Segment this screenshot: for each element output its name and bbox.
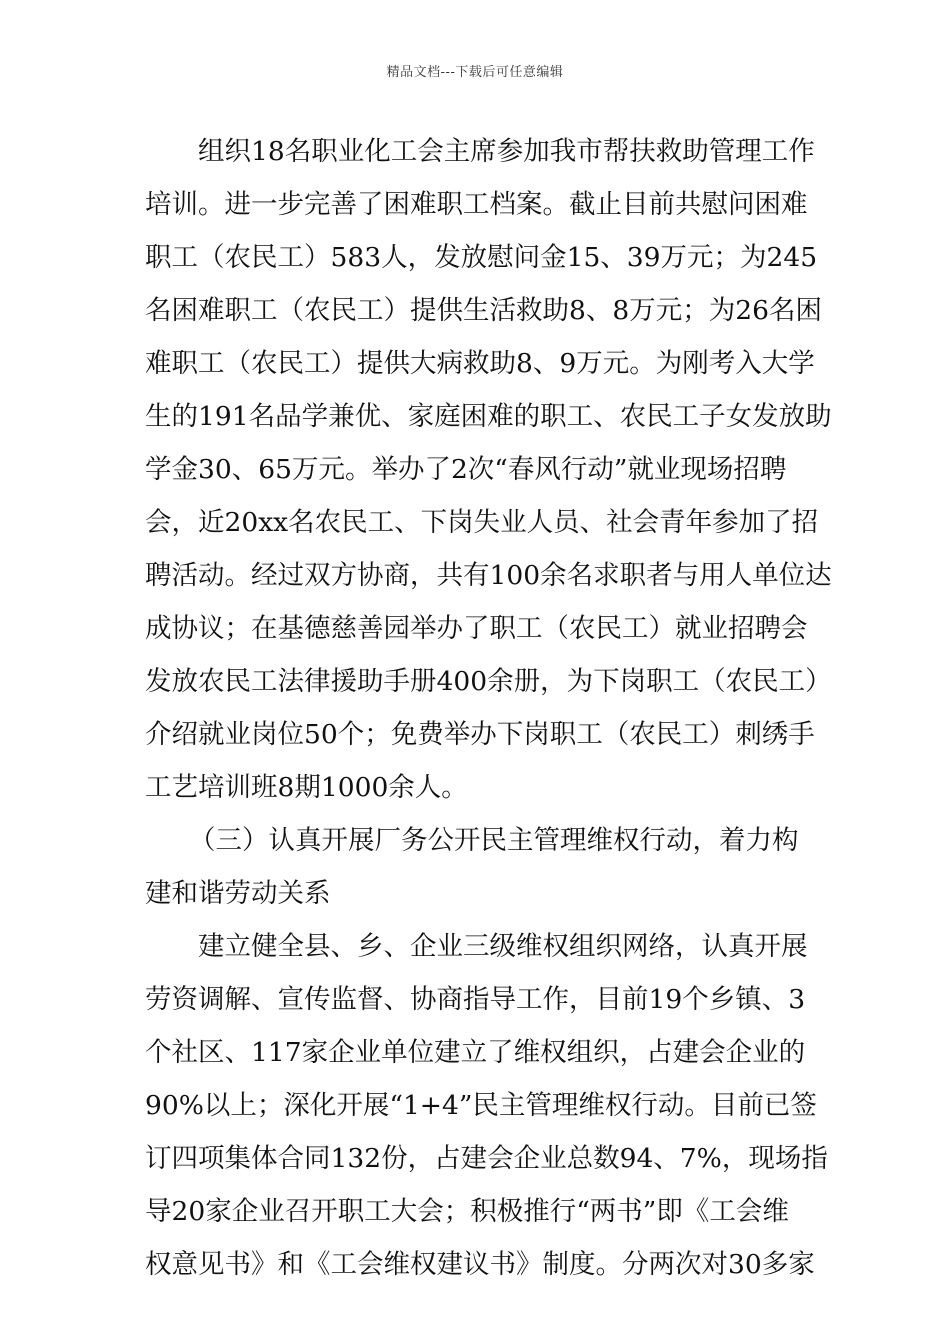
paragraph-line: 学金30、65万元。举办了2次“春风行动”就业现场招聘	[145, 454, 787, 485]
paragraph-line: 建立健全县、乡、企业三级维权组织网络，认真开展	[198, 931, 808, 962]
paragraph-line: 聘活动。经过双方协商，共有100余名求职者与用人单位达	[145, 560, 832, 591]
paragraph-line: 成协议；在基德慈善园举办了职工（农民工）就业招聘会	[145, 613, 808, 644]
paragraph-line: 劳资调解、宣传监督、协商指导工作，目前19个乡镇、3	[145, 984, 806, 1015]
section-heading-line: 建和谐劳动关系	[145, 878, 331, 909]
document-body	[145, 125, 832, 1291]
paragraph-line: 名困难职工（农民工）提供生活救助8、8万元；为26名困	[145, 295, 822, 326]
paragraph-line: 90%以上；深化开展“1+4”民主管理维权行动。目前已签	[145, 1090, 817, 1121]
paragraph-line: 个社区、117家企业单位建立了维权组织，占建会企业的	[145, 1037, 806, 1068]
paragraph-line: 权意见书》和《工会维权建议书》制度。分两次对30多家	[145, 1249, 815, 1280]
section-heading-line: （三）认真开展厂务公开民主管理维权行动，着力构	[189, 825, 799, 856]
paragraph-line: 难职工（农民工）提供大病救助8、9万元。为刚考入大学	[145, 348, 815, 379]
page-header: 精品文档---下载后可任意编辑	[386, 65, 564, 80]
paragraph-line: 介绍就业岗位50个；免费举办下岗职工（农民工）刺绣手	[145, 719, 815, 750]
paragraph-line: 导20家企业召开职工大会；积极推行“两书”即《工会维	[145, 1196, 789, 1227]
paragraph-line: 订四项集体合同132份，占建会企业总数94、7%，现场指	[145, 1143, 828, 1174]
paragraph-line: 会，近20xx名农民工、下岗失业人员、社会青年参加了招	[145, 507, 819, 538]
paragraph-line: 生的191名品学兼优、家庭困难的职工、农民工子女发放助	[145, 401, 832, 432]
paragraph-line: 发放农民工法律援助手册400余册，为下岗职工（农民工）	[145, 666, 832, 697]
paragraph-line: 组织18名职业化工会主席参加我市帮扶救助管理工作	[198, 136, 815, 167]
paragraph-line: 工艺培训班8期1000余人。	[145, 772, 468, 803]
paragraph-line: 职工（农民工）583人，发放慰问金15、39万元；为245	[145, 242, 818, 273]
paragraph-line: 培训。进一步完善了困难职工档案。截止目前共慰问困难	[145, 189, 808, 220]
